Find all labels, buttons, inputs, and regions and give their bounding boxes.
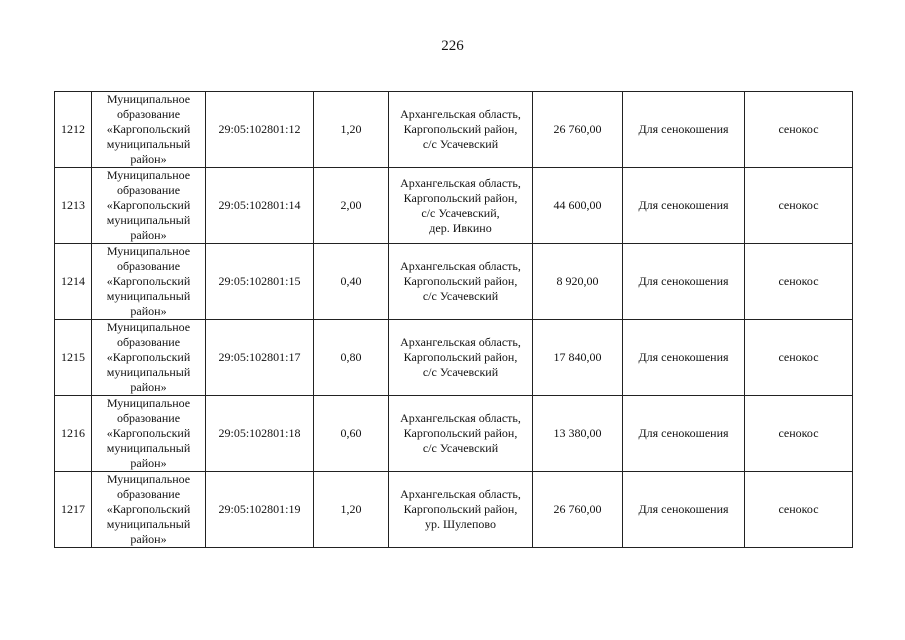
cell-land-use: сенокос bbox=[745, 396, 853, 472]
cell-owner-line: «Каргопольский bbox=[106, 502, 191, 516]
cell-area: 0,80 bbox=[314, 320, 389, 396]
cell-cadastral-number: 29:05:102801:15 bbox=[206, 244, 314, 320]
cell-address bbox=[389, 396, 533, 472]
cell-owner-line: образование bbox=[116, 335, 181, 349]
cell-land-use: сенокос bbox=[745, 472, 853, 548]
table-row bbox=[55, 244, 853, 320]
cell-land-use: сенокос bbox=[745, 168, 853, 244]
cell-address-line: Архангельская область, bbox=[400, 107, 521, 121]
cell-cadastral-value: 44 600,00 bbox=[533, 168, 623, 244]
table-row bbox=[55, 92, 853, 168]
cell-cadastral-number: 29:05:102801:17 bbox=[206, 320, 314, 396]
cell-row-number: 1217 bbox=[55, 472, 92, 548]
cell-area: 0,40 bbox=[314, 244, 389, 320]
cell-land-use: сенокос bbox=[745, 244, 853, 320]
cell-address-line: Каргопольский район, bbox=[403, 426, 518, 440]
cell-address-line: Каргопольский район, bbox=[403, 274, 518, 288]
cell-owner bbox=[92, 396, 206, 472]
cell-owner-line: Муниципальное bbox=[106, 168, 191, 182]
cell-cadastral-number: 29:05:102801:14 bbox=[206, 168, 314, 244]
cell-address-line: Каргопольский район, bbox=[403, 502, 518, 516]
cell-owner-line: муниципальный bbox=[106, 213, 191, 227]
cell-address-line: Архангельская область, bbox=[400, 175, 521, 190]
cell-land-use: сенокос bbox=[745, 320, 853, 396]
table-row bbox=[55, 320, 853, 396]
cell-cadastral-number: 29:05:102801:18 bbox=[206, 396, 314, 472]
cell-owner-line: муниципальный bbox=[106, 137, 191, 151]
cell-address-line: Каргопольский район, bbox=[403, 350, 518, 364]
cell-owner-line: район» bbox=[130, 532, 167, 546]
cell-owner-line: Муниципальное bbox=[106, 244, 191, 258]
cell-owner-line: образование bbox=[116, 107, 181, 121]
cell-owner-line: район» bbox=[130, 456, 167, 470]
cell-owner-line: район» bbox=[130, 152, 167, 166]
cell-owner-line: образование bbox=[116, 487, 181, 501]
cell-owner bbox=[92, 92, 206, 168]
cell-owner-line: Муниципальное bbox=[106, 472, 191, 486]
land-registry-table bbox=[54, 91, 853, 548]
cell-permitted-use: Для сенокошения bbox=[623, 244, 745, 320]
cell-cadastral-value: 26 760,00 bbox=[533, 92, 623, 168]
cell-address-line: Каргопольский район, bbox=[403, 190, 518, 205]
cell-area: 1,20 bbox=[314, 92, 389, 168]
cell-address-line: ур. Шулепово bbox=[425, 517, 496, 531]
cell-owner-line: образование bbox=[116, 259, 181, 273]
cell-cadastral-number: 29:05:102801:19 bbox=[206, 472, 314, 548]
cell-address bbox=[389, 168, 533, 244]
cell-cadastral-number: 29:05:102801:12 bbox=[206, 92, 314, 168]
cell-owner bbox=[92, 244, 206, 320]
cell-address bbox=[389, 244, 533, 320]
cell-cadastral-value: 17 840,00 bbox=[533, 320, 623, 396]
cell-owner bbox=[92, 472, 206, 548]
cell-cadastral-value: 13 380,00 bbox=[533, 396, 623, 472]
cell-owner-line: муниципальный bbox=[106, 517, 191, 531]
cell-address bbox=[389, 472, 533, 548]
cell-owner-line: район» bbox=[130, 228, 167, 242]
cell-address-line: с/с Усачевский, bbox=[421, 205, 500, 220]
cell-owner-line: муниципальный bbox=[106, 289, 191, 303]
cell-land-use: сенокос bbox=[745, 92, 853, 168]
cell-row-number: 1213 bbox=[55, 168, 92, 244]
cell-owner-line: «Каргопольский bbox=[106, 426, 191, 440]
cell-address-line: с/с Усачевский bbox=[422, 365, 499, 379]
cell-row-number: 1212 bbox=[55, 92, 92, 168]
cell-owner-line: район» bbox=[130, 304, 167, 318]
cell-owner-line: «Каргопольский bbox=[106, 274, 191, 288]
cell-owner-line: Муниципальное bbox=[106, 92, 191, 106]
cell-permitted-use: Для сенокошения bbox=[623, 92, 745, 168]
cell-owner-line: образование bbox=[116, 411, 181, 425]
cell-permitted-use: Для сенокошения bbox=[623, 168, 745, 244]
cell-owner-line: район» bbox=[130, 380, 167, 394]
cell-permitted-use: Для сенокошения bbox=[623, 320, 745, 396]
cell-owner-line: «Каргопольский bbox=[106, 198, 191, 212]
cell-owner-line: муниципальный bbox=[106, 365, 191, 379]
cell-address-line: с/с Усачевский bbox=[422, 441, 499, 455]
cell-area: 0,60 bbox=[314, 396, 389, 472]
cell-owner-line: Муниципальное bbox=[106, 320, 191, 334]
cell-row-number: 1214 bbox=[55, 244, 92, 320]
cell-address-line: Архангельская область, bbox=[400, 259, 521, 273]
cell-permitted-use: Для сенокошения bbox=[623, 472, 745, 548]
cell-row-number: 1215 bbox=[55, 320, 92, 396]
table-body bbox=[55, 92, 853, 548]
cell-owner-line: Муниципальное bbox=[106, 396, 191, 410]
cell-address-line: дер. Ивкино bbox=[429, 220, 492, 235]
cell-cadastral-value: 8 920,00 bbox=[533, 244, 623, 320]
cell-address bbox=[389, 92, 533, 168]
cell-permitted-use: Для сенокошения bbox=[623, 396, 745, 472]
cell-area: 2,00 bbox=[314, 168, 389, 244]
table-row bbox=[55, 168, 853, 244]
cell-address-line: с/с Усачевский bbox=[422, 137, 499, 151]
cell-cadastral-value: 26 760,00 bbox=[533, 472, 623, 548]
cell-address bbox=[389, 320, 533, 396]
cell-owner-line: образование bbox=[116, 183, 181, 197]
cell-owner bbox=[92, 320, 206, 396]
table-row bbox=[55, 396, 853, 472]
cell-address-line: Архангельская область, bbox=[400, 335, 521, 349]
cell-owner bbox=[92, 168, 206, 244]
cell-address-line: с/с Усачевский bbox=[422, 289, 499, 303]
cell-address-line: Каргопольский район, bbox=[403, 122, 518, 136]
cell-owner-line: «Каргопольский bbox=[106, 350, 191, 364]
cell-row-number: 1216 bbox=[55, 396, 92, 472]
cell-area: 1,20 bbox=[314, 472, 389, 548]
cell-owner-line: «Каргопольский bbox=[106, 122, 191, 136]
cell-owner-line: муниципальный bbox=[106, 441, 191, 455]
page-number: 226 bbox=[441, 38, 464, 54]
table-row bbox=[55, 472, 853, 548]
cell-address-line: Архангельская область, bbox=[400, 487, 521, 501]
cell-address-line: Архангельская область, bbox=[400, 411, 521, 425]
